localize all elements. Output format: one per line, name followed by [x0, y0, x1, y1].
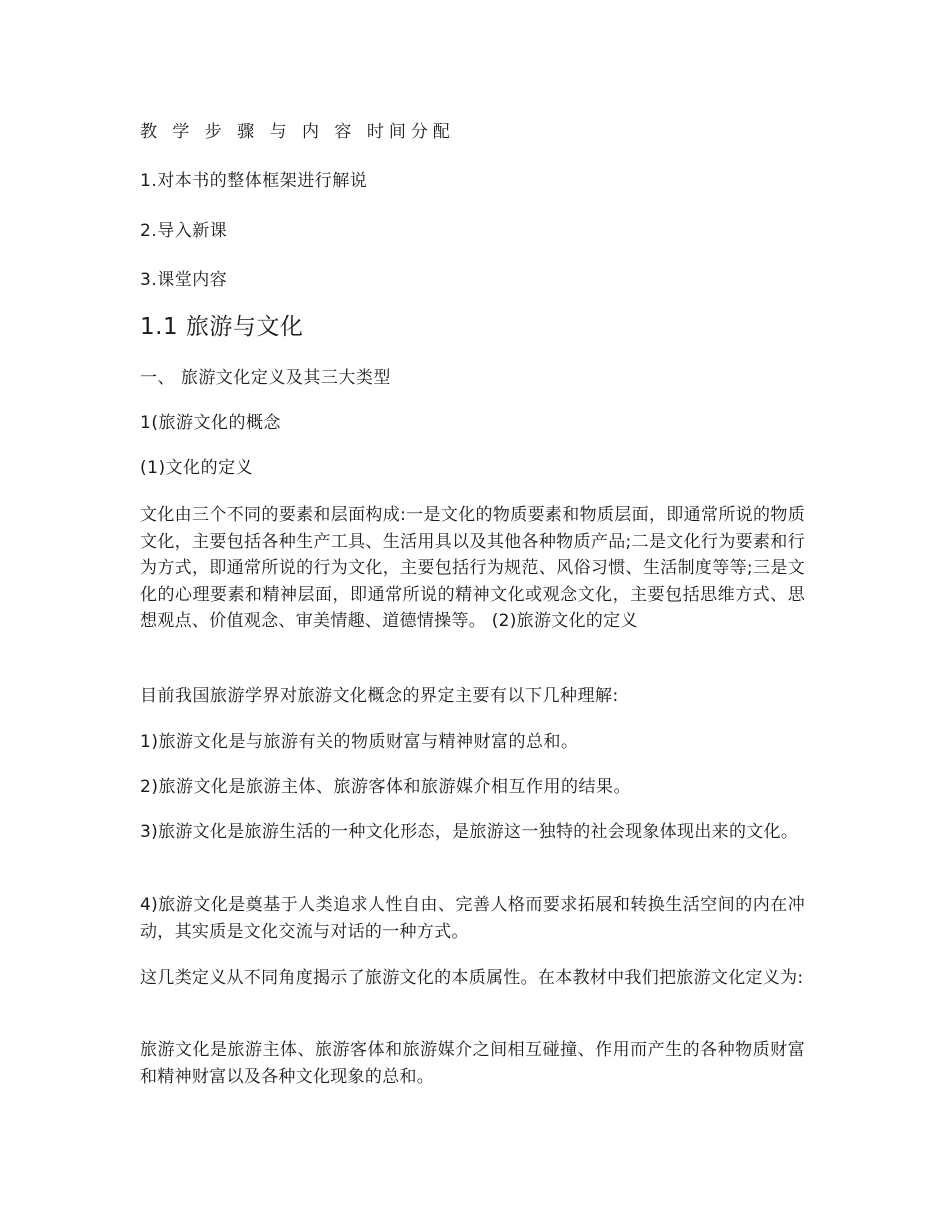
section-title: 1.1 旅游与文化 — [140, 314, 304, 340]
subsection-title: 一、 旅游文化定义及其三大类型 — [140, 368, 391, 388]
item-1-1: (1)文化的定义 — [140, 458, 254, 478]
paragraph-intro: 目前我国旅游学界对旅游文化概念的界定主要有以下几种理解: — [140, 686, 619, 706]
step-1: 1.对本书的整体框架进行解说 — [140, 171, 368, 191]
definition-1: 1)旅游文化是与旅游有关的物质财富与精神财富的总和。 — [140, 732, 579, 752]
definition-3: 3)旅游文化是旅游生活的一种文化形态，是旅游这一独特的社会现象体现出来的文化。 — [140, 822, 799, 842]
definition-2: 2)旅游文化是旅游主体、旅游客体和旅游媒介相互作用的结果。 — [140, 777, 631, 797]
paragraph-summary: 这几类定义从不同角度揭示了旅游文化的本质属性。在本教材中我们把旅游文化定义为: — [140, 968, 804, 988]
step-3: 3.课堂内容 — [140, 270, 228, 290]
item-1: 1(旅游文化的概念 — [140, 413, 281, 433]
paragraph-culture-definition: 文化由三个不同的要素和层面构成:一是文化的物质要素和物质层面，即通常所说的物质文化，主要包括各种生产工具、生活用具以及其他各种物质产品;二是文化行为要素和行为方式，即通常所说的行为文化，主要包括行为规范、风俗习惯、生活制度等等;三是文化的心理要素和精神层面，即通常所说的精神文化或观念文化，主要包括思维方式、思想观点、价值观念、审美情趣、道德情操等。 (2)旅游文化的定义 — [140, 505, 805, 631]
paragraph-final-definition: 旅游文化是旅游主体、旅游客体和旅游媒介之间相互碰撞、作用而产生的各种物质财富和精神财富以及各种文化现象的总和。 — [140, 1040, 805, 1087]
header-line: 教 学 步 骤 与 内 容 时间分配 — [140, 122, 455, 142]
definition-4: 4)旅游文化是奠基于人类追求人性自由、完善人格而要求拓展和转换生活空间的内在冲动，其实质是文化交流与对话的一种方式。 — [140, 895, 805, 942]
step-2: 2.导入新课 — [140, 221, 228, 241]
